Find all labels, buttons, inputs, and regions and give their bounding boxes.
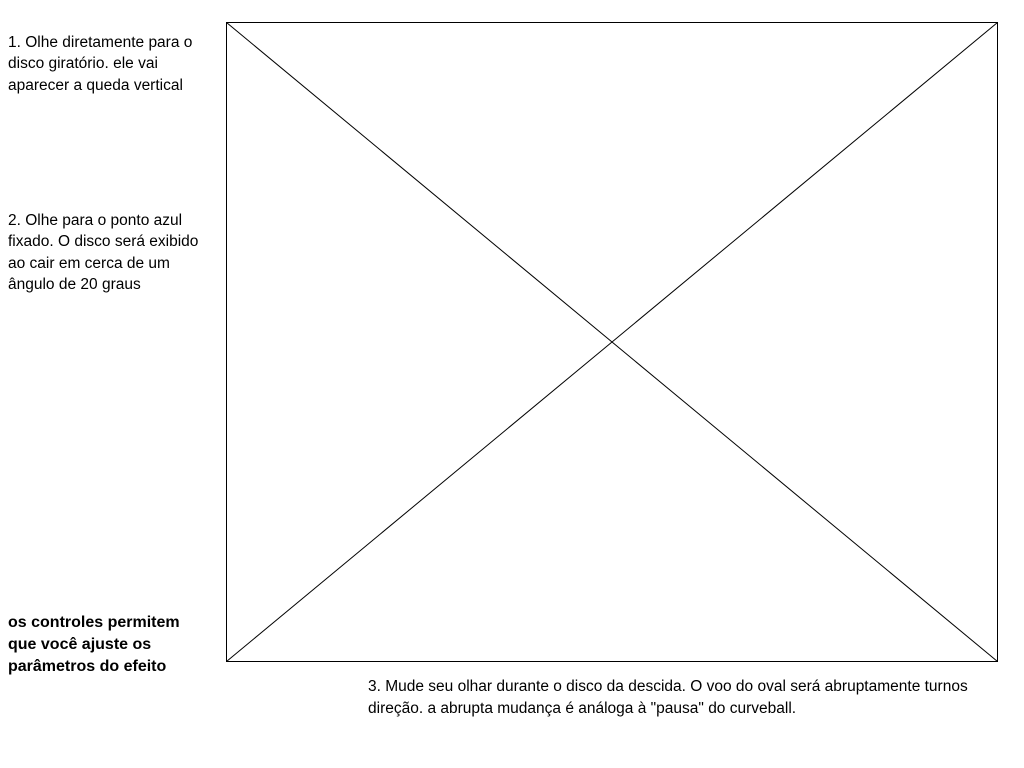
controls-note: os controles permitem que você ajuste os parâmetros do efeito [8,614,180,676]
diagram-figure [226,22,998,662]
instruction-step-2: 2. Olhe para o ponto azul fixado. O disco será exibido ao cair em cerca de um ângulo de 20 graus [8,212,199,294]
instruction-step-1: 1. Olhe diretamente para o disco giratório. ele vai aparecer a queda vertical [8,34,193,94]
figure-caption: 3. Mude seu olhar durante o disco da descida. O voo do oval será abruptamente turnos direção. a abrupta mudança é análoga à "pausa" do curveball. [368,678,968,717]
